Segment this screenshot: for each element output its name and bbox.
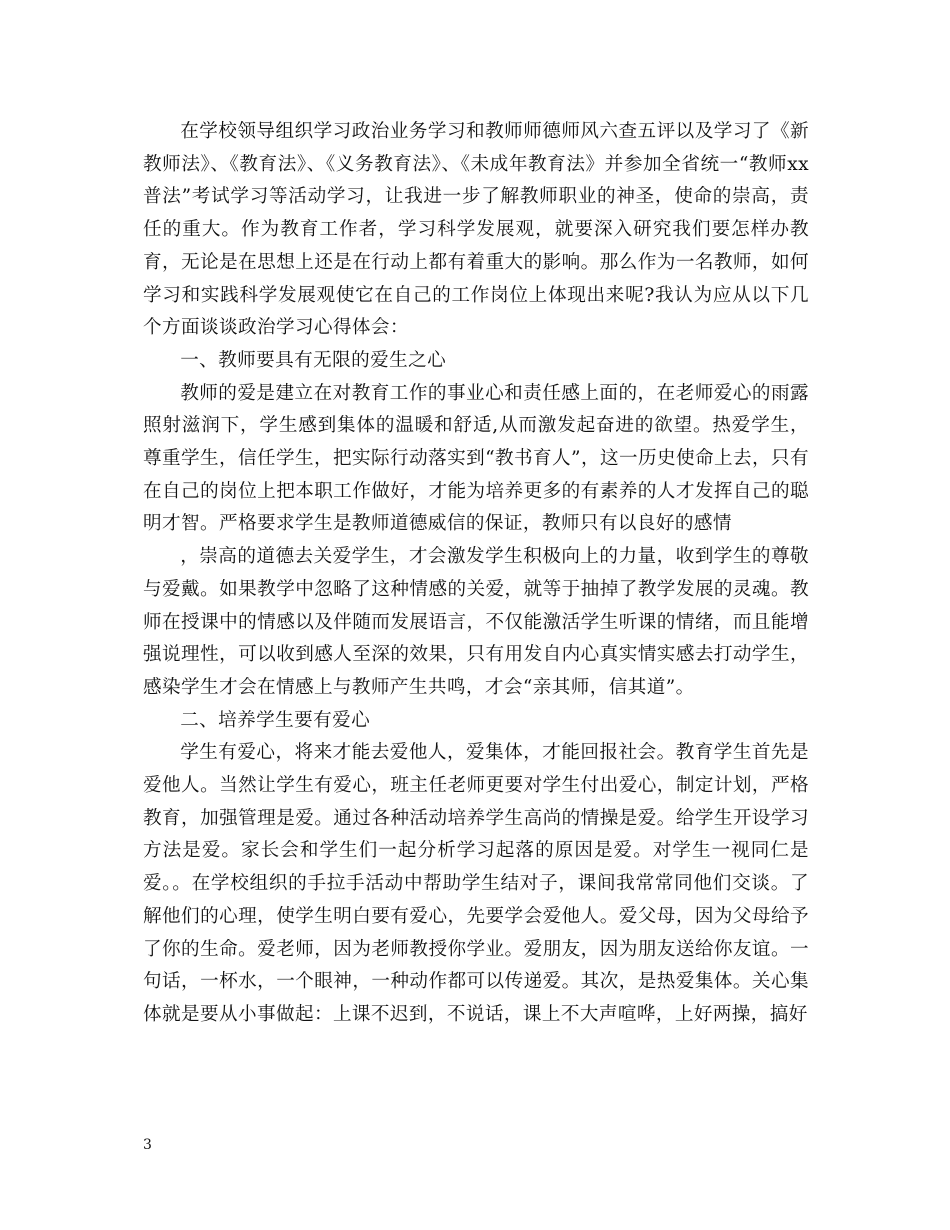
section-2-paragraph-1: 学生有爱心，将来才能去爱他人，爱集体，才能回报社会。教育学生首先是爱他人。当然让学生有爱心，班主任老师更要对学生付出爱心，制定计划，严格教育，加强管理是爱。通过各种活动培养学生高尚的情操是爱。给学生开设学习方法是爱。家长会和学生们一起分析学习起落的原因是爱。对学生一视同仁是爱。。在学校组织的手拉手活动中帮助学生结对子，课间我常常同他们交谈。了解他们的心理，使学生明白要有爱心，先要学会爱他人。爱父母，因为父母给予了你的生命。爱老师，因为老师教授你学业。爱朋友，因为朋友送给你友谊。一句话，一杯水，一个眼神，一种动作都可以传递爱。其次，是热爱集体。关心集体就是要从小事做起：上课不迟到，不说话，课上不大声喧哗，上好两操，搞好 — [143, 742, 809, 1025]
section-heading-2: 二、培养学生要有爱心 — [180, 709, 371, 731]
section-1-paragraph-2: ，崇高的道德去关爱学生，才会激发学生积极向上的力量，收到学生的尊敬与爱戴。如果教学中忽略了这种情感的关爱，就等于抽掉了教学发展的灵魂。教师在授课中的情感以及伴随而发展语言，不仅能激活学生听课的情绪，而且能增强说理性，可以收到感人至深的效果，只有用发自内心真实情实感去打动学生，感染学生才会在情感上与教师产生共鸣，才会“亲其师，信其道”。 — [143, 546, 809, 698]
intro-paragraph: 在学校领导组织学习政治业务学习和教师师德师风六查五评以及学习了《新教师法》、《教育法》、《义务教育法》、《未成年教育法》并参加全省统一“教师xx普法”考试学习等活动学习，让我进一步了解教师职业的神圣，使命的崇高，责任的重大。作为教育工作者，学习科学发展观，就要深入研究我们要怎样办教育，无论是在思想上还是在行动上都有着重大的影响。那么作为一名教师，如何学习和实践科学发展观使它在自己的工作岗位上体现出来呢?我认为应从以下几个方面谈谈政治学习心得体会： — [143, 121, 809, 339]
document-body — [143, 116, 809, 1032]
section-heading-1: 一、教师要具有无限的爱生之心 — [180, 349, 447, 371]
page-number: 3 — [143, 1137, 152, 1153]
section-1-paragraph-1: 教师的爱是建立在对教育工作的事业心和责任感上面的，在老师爱心的雨露照射滋润下，学生感到集体的温暖和舒适,从而激发起奋进的欲望。热爱学生，尊重学生，信任学生，把实际行动落实到“教书育人”，这一历史使命上去，只有在自己的岗位上把本职工作做好，才能为培养更多的有素养的人才发挥自己的聪明才智。严格要求学生是教师道德威信的保证，教师只有以良好的感情 — [143, 382, 809, 535]
